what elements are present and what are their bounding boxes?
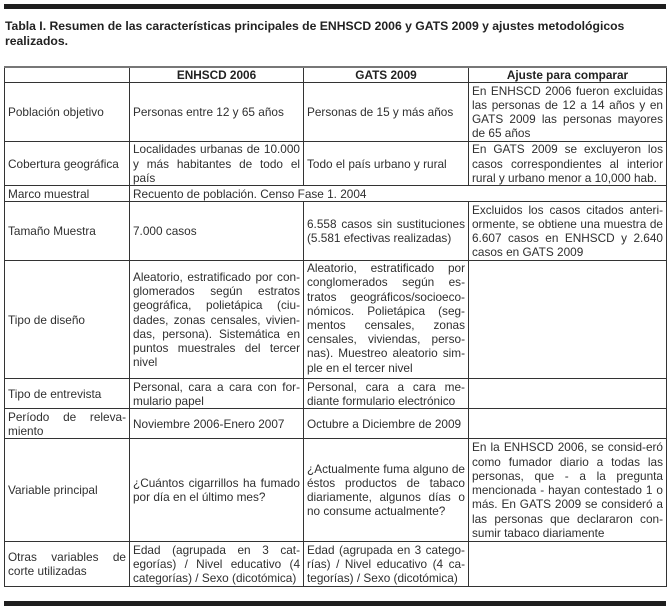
cell-merged: Recuento de población. Censo Fase 1. 2004 — [130, 186, 667, 202]
cell-ajuste — [469, 261, 667, 379]
cell-enhscd: Personas entre 12 y 65 años — [130, 83, 304, 142]
row-label: Población objetivo — [5, 83, 130, 142]
cell-gats: Todo el país urbano y rural — [304, 142, 469, 186]
row-label: Tamaño Muestra — [5, 202, 130, 261]
header-row — [5, 67, 667, 83]
cell-ajuste: En ENHSCD 2006 fueron excluidas las personas de 12 a 14 años y en GATS 2009 las personas mayores de 65 años — [469, 83, 667, 142]
cell-gats: 6.558 casos sin sustituciones (5.581 efectivas realizadas) — [304, 202, 469, 261]
cell-ajuste: Excluidos los casos citados anteri-ormente, se obtiene una muestra de 6.607 casos en ENHSCD y 2.640 casos en GATS 2009 — [469, 202, 667, 261]
cell-ajuste — [469, 379, 667, 409]
cell-gats: Edad (agrupada en 3 catego-rías) / Nivel educativo (4 ca-tegorías) / Sexo (dicotómica) — [304, 542, 469, 587]
table-row — [5, 379, 667, 409]
cell-ajuste — [469, 409, 667, 439]
cell-gats: Personal, cara a cara me-diante formulario electrónico — [304, 379, 469, 409]
row-label: Tipo de entrevista — [5, 379, 130, 409]
cell-enhscd: Personal, cara a cara con for-mulario papel — [130, 379, 304, 409]
cell-enhscd: Aleatorio, estratificado por con-glomerados según estratos geográfica, polietápica (ciu-dades, zonas censales, vivien-das, persona). Sistemática en puntos muestrales del tercer nivel — [130, 261, 304, 379]
summary-table — [4, 66, 667, 587]
cell-enhscd: Edad (agrupada en 3 cat-egorías) / Nivel educativo (4 categorías) / Sexo (dicotómica) — [130, 542, 304, 587]
cell-enhscd: Localidades urbanas de 10.000 y más habitantes de todo el país — [130, 142, 304, 186]
header-gats: GATS 2009 — [304, 67, 469, 83]
cell-ajuste: En la ENHSCD 2006, se consid-eró como fumador diario a todas las personas, que - a la pregunta mencionada - hayan contestado 1 o más. En GATS 2009 se consideró a las personas que declararon con-sumir tabaco diariamente — [469, 439, 667, 542]
top-rule — [4, 4, 666, 9]
header-ajuste: Ajuste para comparar — [469, 67, 667, 83]
cell-gats: ¿Actualmente fuma alguno de éstos productos de tabaco diariamente, algunos días o no consume actualmente? — [304, 439, 469, 542]
table-row — [5, 409, 667, 439]
bottom-rule — [4, 601, 666, 606]
cell-gats: Personas de 15 y más años — [304, 83, 469, 142]
table-row — [5, 83, 667, 142]
row-label: Otras variables de corte utilizadas — [5, 542, 130, 587]
table-caption: Tabla I. Resumen de las características principales de ENHSCD 2006 y GATS 2009 y ajustes metodológicos realizados. — [5, 19, 625, 48]
cell-enhscd: ¿Cuántos cigarrillos ha fumado por día en el último mes? — [130, 439, 304, 542]
row-label: Variable principal — [5, 439, 130, 542]
cell-ajuste — [469, 542, 667, 587]
row-label: Período de releva-miento — [5, 409, 130, 439]
cell-enhscd: Noviembre 2006-Enero 2007 — [130, 409, 304, 439]
table-row — [5, 439, 667, 542]
table-row — [5, 186, 667, 202]
cell-gats: Aleatorio, estratificado por conglomerados según es-tratos geográficos/socioeco-nómicos. Polietápica (seg-mentos censales, zonas censales, viviendas, perso-nas). Muestreo aleatorio sim-ple en el tercer nivel — [304, 261, 469, 379]
header-enhscd: ENHSCD 2006 — [130, 67, 304, 83]
row-label: Tipo de diseño — [5, 261, 130, 379]
table-row — [5, 142, 667, 186]
row-label: Cobertura geográfica — [5, 142, 130, 186]
table-row — [5, 542, 667, 587]
cell-gats: Octubre a Diciembre de 2009 — [304, 409, 469, 439]
cell-enhscd: 7.000 casos — [130, 202, 304, 261]
header-empty — [5, 67, 130, 83]
table-row — [5, 261, 667, 379]
cell-ajuste: En GATS 2009 se excluyeron los casos correspondientes al interior rural y urbano menor a 10,000 hab. — [469, 142, 667, 186]
table-row — [5, 202, 667, 261]
row-label: Marco muestral — [5, 186, 130, 202]
